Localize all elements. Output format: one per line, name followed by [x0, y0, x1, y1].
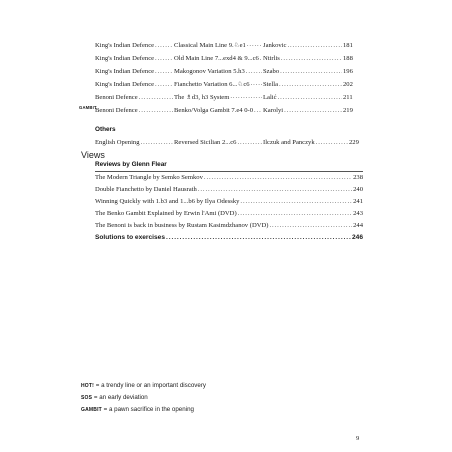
- leader-dots: [139, 94, 173, 101]
- page-number: 240: [353, 186, 363, 193]
- sos-tag: SOS: [81, 395, 93, 401]
- variation-name: Reversed Sicilian 2...c6: [174, 139, 237, 146]
- leader-dots: [155, 42, 173, 49]
- variation-name: Benko/Volga Gambit 7.e4 0-0: [174, 107, 253, 114]
- toc-entry[interactable]: [95, 51, 363, 62]
- leader-dots: [278, 94, 342, 101]
- leader-dots: [246, 68, 262, 75]
- review-entry[interactable]: [95, 206, 363, 217]
- page-number: 246: [351, 234, 363, 241]
- leader-dots: [166, 234, 351, 241]
- page-number: 219: [343, 107, 353, 114]
- opening-name: English Opening: [95, 139, 140, 146]
- legend-text: = an early deviation: [93, 394, 148, 401]
- gambit-tag: GAMBIT: [79, 105, 97, 110]
- leader-dots: [155, 55, 173, 62]
- toc-entry[interactable]: [95, 77, 363, 88]
- leader-dots: [237, 139, 262, 146]
- leader-dots: [269, 222, 352, 229]
- toc-entry[interactable]: [95, 64, 363, 75]
- variation-name: Fianchetto Variation 6...♘c6: [174, 81, 250, 88]
- leader-dots: [280, 68, 342, 75]
- legend-text: = a trendy line or an important discovery: [95, 382, 206, 389]
- variation-name: Old Main Line 7...exd4 & 9...c6: [174, 55, 259, 62]
- author-name: Karolyi: [263, 107, 284, 114]
- author-name: Lalić: [263, 94, 277, 101]
- opening-name: King's Indian Defence: [95, 42, 155, 49]
- review-title: The Benoni is back in business by Rustam Kasimdzhanov (DVD): [95, 222, 269, 229]
- review-title: The Modern Triangle by Semko Semkov: [95, 174, 203, 181]
- legend-item-sos: [81, 394, 148, 401]
- author-name: Szabo: [263, 68, 280, 75]
- leader-dots: [230, 93, 262, 101]
- page-number: 181: [343, 42, 353, 49]
- leader-dots: [287, 42, 342, 49]
- leader-dots: [316, 139, 348, 146]
- leader-dots: [281, 55, 342, 62]
- legend: [81, 382, 261, 422]
- legend-text: = a pawn sacrifice in the opening: [103, 406, 194, 413]
- page-number: 211: [343, 94, 353, 101]
- author-name: Ntirlis: [263, 55, 280, 62]
- page-number: 229: [349, 139, 359, 146]
- leader-dots: [238, 210, 352, 217]
- variation-name: The ♗d3, h3 System: [174, 94, 230, 101]
- leader-dots: [254, 107, 262, 114]
- page-number: 244: [353, 222, 363, 229]
- review-entry[interactable]: [95, 170, 363, 181]
- opening-name: King's Indian Defence: [95, 81, 155, 88]
- leader-dots: [204, 174, 352, 181]
- opening-name: Benoni Defence: [95, 94, 138, 101]
- leader-dots: [279, 81, 342, 88]
- leader-dots: [240, 198, 352, 205]
- leader-dots: [247, 41, 262, 49]
- leader-dots: [155, 81, 173, 88]
- leader-dots: [260, 55, 262, 62]
- toc-entry[interactable]: [95, 38, 363, 49]
- section-heading-views: Views: [81, 150, 105, 160]
- leader-dots: [198, 186, 352, 193]
- review-entry[interactable]: [95, 182, 363, 193]
- page-number: 238: [353, 174, 363, 181]
- page-number: 202: [343, 81, 353, 88]
- page-number: 196: [343, 68, 353, 75]
- legend-item-gambit: [81, 406, 194, 413]
- author-name: Jankovic: [263, 42, 287, 49]
- toc-entry[interactable]: [95, 103, 363, 114]
- review-entry[interactable]: [95, 218, 363, 229]
- leader-dots: [139, 107, 173, 114]
- toc-entry[interactable]: [95, 90, 363, 101]
- review-title: The Benko Gambit Explained by Erwin l'Ami (DVD): [95, 210, 237, 217]
- gambit-tag: GAMBIT: [81, 407, 102, 413]
- hot-tag: HOT!: [81, 383, 95, 389]
- solutions-label: Solutions to exercises: [95, 234, 165, 241]
- page-number: 241: [353, 198, 363, 205]
- leader-dots: [155, 68, 173, 75]
- review-entry[interactable]: [95, 194, 363, 205]
- opening-name: King's Indian Defence: [95, 68, 155, 75]
- solutions-entry[interactable]: [95, 230, 363, 241]
- page-number: 188: [343, 55, 353, 62]
- leader-dots: [284, 107, 342, 114]
- page-number-footer: 9: [356, 435, 360, 442]
- toc-entry[interactable]: [95, 135, 363, 146]
- legend-item-hot: [81, 382, 206, 389]
- section-heading-others: Others: [95, 126, 116, 133]
- author-name: Ilczuk and Panczyk: [263, 139, 315, 146]
- leader-dots: [251, 80, 262, 88]
- author-name: Stella: [263, 81, 279, 88]
- variation-name: Makogonov Variation 5.h3: [174, 68, 245, 75]
- opening-name: Benoni Defence: [95, 107, 138, 114]
- variation-name: Classical Main Line 9.♘e1: [174, 42, 246, 49]
- review-title: Winning Quickly with 1.b3 and 1...b6 by Ilya Odessky: [95, 198, 240, 205]
- opening-name: King's Indian Defence: [95, 55, 155, 62]
- review-title: Double Fianchetto by Daniel Hausrath: [95, 186, 197, 193]
- page-number: 243: [353, 210, 363, 217]
- leader-dots: [141, 139, 173, 146]
- reviews-subheading: Reviews by Glenn Flear: [95, 161, 167, 168]
